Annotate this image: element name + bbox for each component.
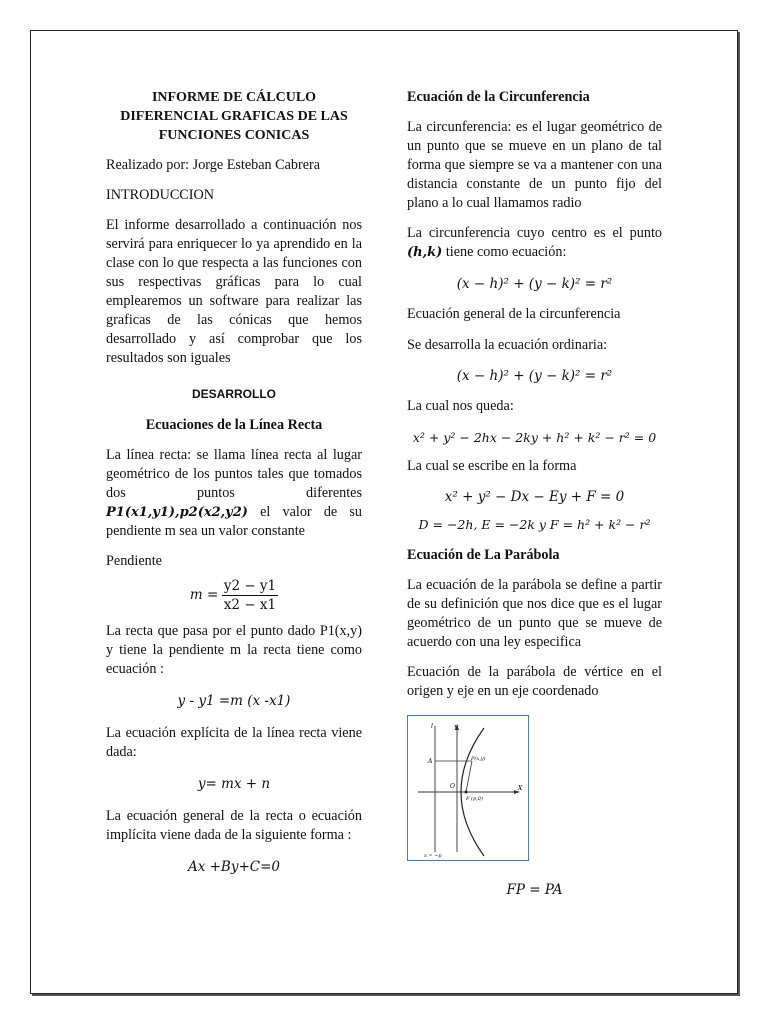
fig-label-l: l (431, 723, 433, 730)
fig-label-y: Y (454, 725, 458, 732)
parabola-figure (407, 715, 529, 861)
general-text: La ecuación general de la recta o ecuación implícita viene dada de la siguiente forma : (106, 808, 362, 843)
slope-numerator: y2 − y1 (223, 578, 277, 594)
pf-segment (466, 761, 472, 792)
right-column (407, 88, 662, 900)
explicit-text: La ecuación explícita de la línea recta viene dada: (106, 725, 362, 760)
circle-definition: La circunferencia: es el lugar geométrico de un punto que se mueve en un plano de tal forma que siempre se va a mantener con una distancia constante de un punto fijo del plano a lo cual llamamos radio (407, 119, 662, 211)
slope-denominator: x2 − x1 (223, 597, 277, 613)
parabola-heading: Ecuación de La Parábola (407, 547, 560, 563)
title-line-1: INFORME DE CÁLCULO (151, 90, 317, 105)
fp-equation: FP = PA (506, 882, 563, 898)
line-heading: Ecuaciones de la Línea Recta (145, 417, 323, 433)
center-text-2: tiene como ecuación: (442, 244, 567, 260)
fig-label-f: F (p,0) (466, 796, 483, 802)
develop-text: Se desarrolla la ecuación ordinaria: (407, 337, 608, 353)
slope-formula (106, 577, 362, 614)
center-text-1: La circunferencia cuyo centro es el punto (407, 225, 662, 241)
vertex-text: Ecuación de la parábola de vértice en el origen y eje en un eje coordenado (407, 664, 662, 699)
expanded-equation: x² + y² − 2hx − 2ky + h² + k² − r² = 0 (412, 430, 657, 445)
slope-fraction (222, 577, 278, 614)
focus-point (465, 791, 468, 794)
author-line: Realizado por: Jorge Esteban Cabrera (106, 157, 321, 173)
remains-text: La cual nos queda: (407, 398, 514, 414)
general-equation: Ax +By+C=0 (187, 859, 281, 875)
line-def-text-1: La línea recta: se llama línea recta al lugar geométrico de los puntos tales que tomados dos puntos diferentes (106, 447, 362, 501)
circle-equation-2: (x − h)² + (y − k)² = r² (456, 368, 613, 384)
fig-label-a: A (428, 758, 433, 765)
coefficients-equation: D = −2h, E = −2k y F = h² + k² − r² (418, 517, 651, 532)
written-text: La cual se escribe en la forma (407, 458, 577, 474)
point-slope-equation: y - y1 =m (x -x1) (177, 693, 291, 709)
title-line-2: DIFERENCIAL GRAFICAS DE LAS (120, 109, 348, 124)
intro-heading: INTRODUCCION (106, 187, 214, 203)
fig-label-directrix: x = −p (424, 853, 442, 859)
line-def-text-2: el valor de su pendiente m sea un valor constante (106, 504, 362, 539)
general-form-equation: x² + y² − Dx − Ey + F = 0 (444, 489, 625, 505)
desarrollo-heading: DESARROLLO (192, 387, 276, 401)
line-definition (106, 446, 362, 541)
circle-general-heading: Ecuación general de la circunferencia (407, 306, 621, 322)
circle-heading: Ecuación de la Circunferencia (407, 89, 590, 105)
parabola-definition: La ecuación de la parábola se define a partir de su definición que nos dice que es el lugar geométrico de un punto que se mueve de acuerdo con una ley especifica (407, 577, 662, 650)
parabola-diagram (408, 716, 528, 860)
line-points: P1(x1,y1),p2(x2,y2) (106, 505, 248, 520)
fig-label-x: X (518, 785, 523, 792)
center-point: (h,k) (407, 245, 443, 260)
fig-label-o: O (450, 783, 455, 790)
explicit-equation: y= mx + n (197, 776, 271, 792)
circle-equation: (x − h)² + (y − k)² = r² (456, 276, 613, 292)
intro-paragraph: El informe desarrollado a continuación nos servirá para enriquecer lo ya aprendido en la clase con lo que respecta a las funciones con sus respectivas gráficas para lo cual emplearemos un software para realizar las graficas de las cónicas que hemos desarrollado y así comprobar que los resultados son iguales (106, 217, 362, 366)
left-column (106, 88, 362, 877)
slope-lhs: m = (189, 587, 219, 603)
point-slope-text: La recta que pasa por el punto dado P1(x,y) y tiene la pendiente m la recta tiene como ecuación : (106, 623, 362, 677)
fig-label-p: P(x,y) (471, 756, 486, 762)
title-line-3: FUNCIONES CONICAS (158, 128, 310, 143)
pendiente-label: Pendiente (106, 553, 162, 569)
report-title (106, 88, 362, 145)
circle-center-text (407, 224, 662, 262)
